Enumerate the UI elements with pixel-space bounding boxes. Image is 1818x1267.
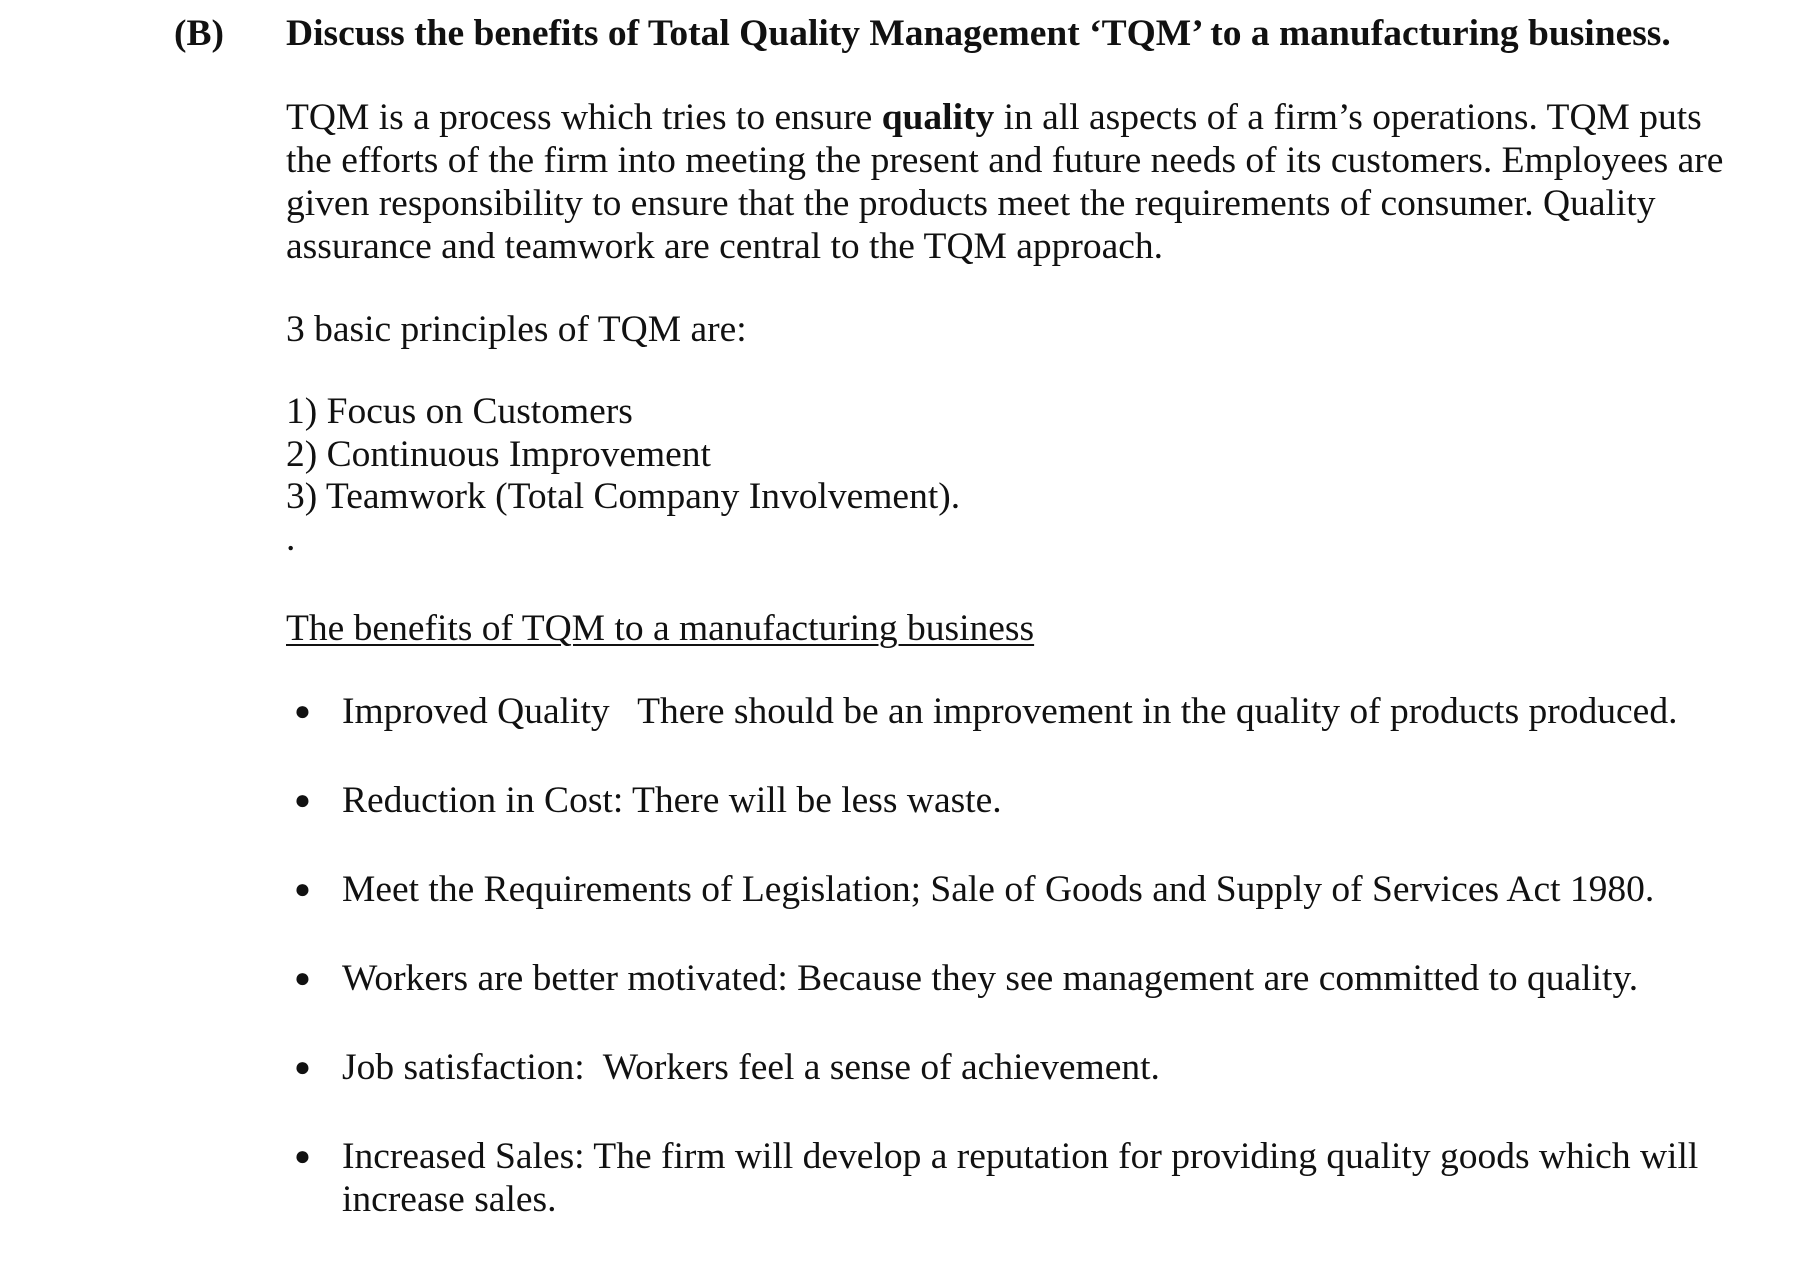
intro-paragraph [286,96,1726,268]
intro-text-end: in all aspects of a firm’s operations. TQM puts the efforts of the firm into meeting the present and future needs of its customers. Employees are given responsibility to ensure that the products meet the requirements of consumer. Quality assurance and teamwork are central to the TQM approach. [286,97,1724,267]
benefits-title: The benefits of TQM to a manufacturing business [286,607,1035,649]
benefit-item [286,868,1726,911]
principle-item: 2) Continuous Improvement [286,433,711,475]
bullet-icon: ● [294,962,311,994]
intro-text-start: TQM is a process which tries to ensure [286,97,882,138]
principle-item: 3) Teamwork (Total Company Involvement). [286,476,961,518]
benefit-item [286,1135,1726,1221]
bullet-icon: ● [294,1140,311,1172]
answer-body [286,96,1726,1267]
benefit-item [286,779,1726,822]
intro-bold-word: quality [881,97,995,138]
benefit-item [286,1046,1726,1089]
benefit-text: Reduction in Cost: There will be less waste. [342,779,1002,821]
benefit-text: Job satisfaction: Workers feel a sense of achievement. [342,1046,1160,1088]
benefits-list [286,690,1726,1221]
benefit-item [286,957,1726,1000]
benefit-text: Increased Sales: The firm will develop a reputation for providing quality goods which will increase sales. [342,1135,1699,1220]
benefit-text: Workers are better motivated: Because they see management are committed to quality. [342,957,1639,999]
benefit-item [286,690,1726,733]
principle-item: 1) Focus on Customers [286,391,633,433]
benefit-text: Meet the Requirements of Legislation; Sale of Goods and Supply of Services Act 1980. [342,868,1655,910]
section-label: (B) [174,13,224,54]
bullet-icon: ● [294,695,311,727]
bullet-icon: ● [294,784,311,816]
trailing-mark: . [286,517,296,559]
principles-lead: 3 basic principles of TQM are: [286,309,747,350]
principles-list [286,391,1726,519]
bullet-icon: ● [294,873,311,905]
question-heading: Discuss the benefits of Total Quality Management ‘TQM’ to a manufacturing business. [286,13,1671,54]
bullet-icon: ● [294,1051,311,1083]
benefit-text: Improved Quality There should be an improvement in the quality of products produced. [342,690,1678,732]
